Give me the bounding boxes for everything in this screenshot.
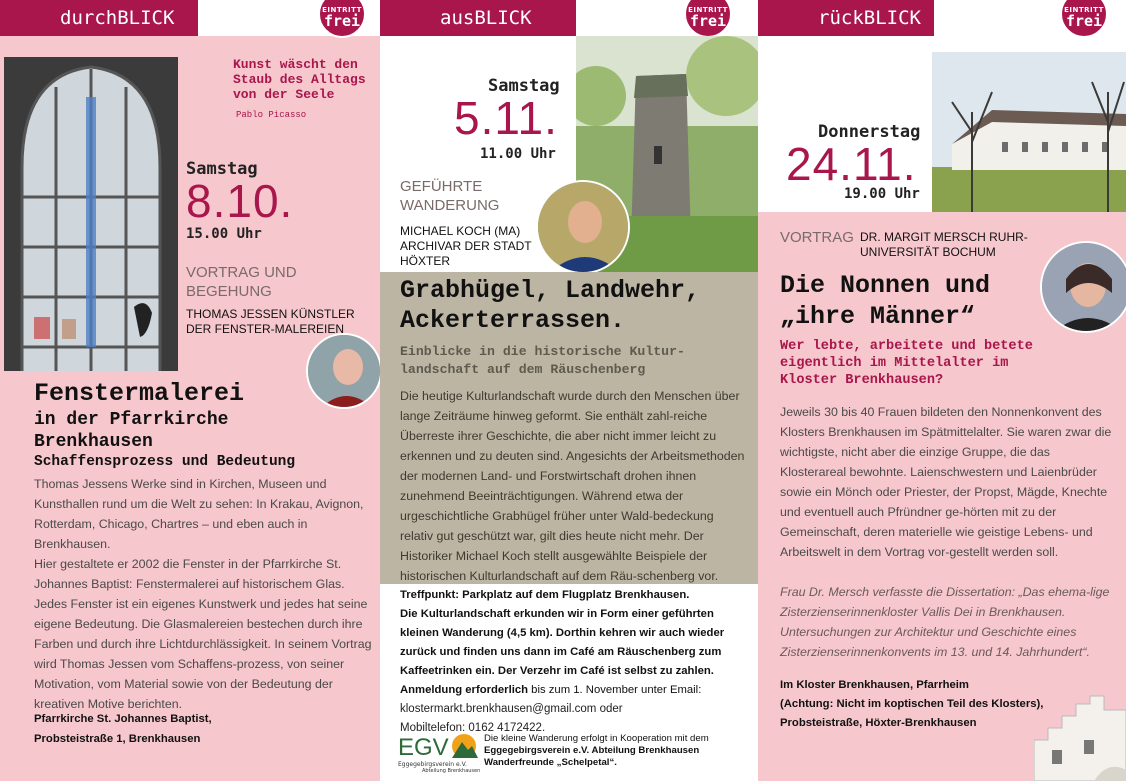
speaker-portrait [306,333,380,409]
event-intro: Thomas Jessens Werke sind in Kirchen, Museen und Kunsthallen rund um die Welt zu sehen: In Krakau, Avignon, Rotterdam, Chicago, Chartres – und eben auch in Brenkhausen. [34,477,364,551]
event-kind: VORTRAG UND BEGEHUNG [186,264,297,300]
event-time: 11.00 Uhr [480,146,556,162]
event-kind: VORTRAG [780,229,854,246]
entry-free-badge: EINTRITT frei [1060,0,1108,38]
event-subtitle: Einblicke in die historische Kultur-landschaft auf dem Räuschenberg [400,344,685,377]
venue-line-1: Pfarrkirche St. Johannes Baptist, [34,713,212,725]
quote: Kunst wäscht den Staub des Alltags von der Seele [233,57,366,102]
speaker-portrait [536,180,630,274]
registration: Anmeldung erforderlich bis zum 1. November unter Email: [400,684,702,696]
event-description: Die heutige Kulturlandschaft wurde durch den Menschen über lange Zeiträume hinweg geformt. Sie enthält zahl-reiche Überreste ihrer Geschichte, die aber nicht immer leicht zu erkennen und zu deuten sind. Angesichts der Arbeitsmethoden der modernen Land- und Forstwirtschaft drohen ihnen zunehmend Beeinträchtigungen. Während etwa der urgeschichtliche Grabhügel früher unter Wald-bedeckung relativ gut geschützt war, gilt dies heute nicht mehr. Der Historiker Michael Koch stellt ausgewählte Beispiele der historischen Kulturlandschaft auf dem Räu-schenberg vor. [400,389,745,583]
portrait-photo-icon [538,182,630,274]
monastery-photo [932,52,1126,212]
event-day: Donnerstag [818,122,921,142]
event-title: Fenstermalerei [34,379,245,408]
meeting-point: Treffpunkt: Parkplatz auf dem Flugplatz Brenkhausen. [400,589,690,601]
event-subtitle: Wer lebte, arbeitete und betete eigentlich im Mittelalter im Kloster Brenkhausen? [780,339,1033,388]
event-description: Jeweils 30 bis 40 Frauen bildeten den Nonnenkonvent des Klosters Brenkhausen im Spätmittelalter. Sie waren zwar die wichtigste, nicht aber die einzige Gruppe, die das Klosterareal bewohnte. Laienschwestern und Laienbrüder sowie ein Mönch oder Priester, der Propst, Mägde, Knechte und eventuell auch Pfründner ge-hörten mit zu der Gemeinschaft, deren materielle wie geistige Lebens- und Arbeitswelt in dem Vortrag vor-gestellt werden soll. [780,405,1112,559]
event-title: Grabhügel, Landwehr, Ackerterrassen. [400,276,701,335]
event-date: 8.10. [186,175,294,227]
entry-free-badge: EINTRITT frei [318,0,366,38]
venue-line-2: (Achtung: Nicht im koptischen Teil des Klosters), [780,698,1044,710]
contact-phone: Mobiltelefon: 0162 4172422. [400,722,546,734]
venue-line-2: Probsteistraße 1, Brenkhausen [34,733,201,745]
panel-ausblick [380,0,758,781]
event-time: 19.00 Uhr [844,186,920,202]
portrait-photo-icon [308,335,380,409]
event-date: 24.11. [786,138,917,190]
event-day: Samstag [186,159,258,179]
mountain-icon [450,734,478,758]
event-title: Die Nonnen und [780,271,991,300]
portrait-photo-icon [1042,243,1126,333]
church-building-image [1034,680,1126,781]
speaker: DR. MARGIT MERSCH RUHR-UNIVERSITÄT BOCHUM [860,230,1028,259]
panel-tab: rückBLICK [758,0,934,36]
speaker-portrait [1040,241,1126,333]
venue-line-3: Probsteistraße, Höxter-Brenkhausen [780,717,977,729]
panel-tab: durchBLICK [0,0,198,36]
event-date: 5.11. [454,92,558,144]
speaker: MICHAEL KOCH (MA) ARCHIVAR DER STADT HÖXTER [400,224,532,268]
speaker: THOMAS JESSEN KÜNSTLER DER FENSTER-MALEREIEN [186,307,355,336]
panel-tab: ausBLICK [380,0,576,36]
tour-info: Die Kulturlandschaft erkunden wir in Form einer geführten kleinen Wanderung (4,5 km). Dorthin kehren wir auch wieder zurück und finden uns dann im Café am Räuschenberg zum Kaffeetrinken ein. Der Verzehr im Café ist selbst zu zahlen. [400,608,725,677]
event-day: Samstag [488,76,560,96]
stained-glass-window-image [4,57,178,371]
event-time: 15.00 Uhr [186,226,262,242]
entry-free-badge: EINTRITT frei [684,0,732,38]
panel-rueckblick [758,0,1126,781]
dissertation-note: Frau Dr. Mersch verfasste die Dissertation: „Das ehema-lige Zisterzienserinnenkloster Vallis Dei in Brenkhausen. Untersuchungen zur Architektur und Geschichte eines Zisterzienserinnenkonvents im 13. und 14. Jahrhundert“. [780,585,1110,659]
event-kind: GEFÜHRTE WANDERUNG [400,178,500,214]
event-title-continued: „ihre Männer“ [780,302,976,331]
panel-durchblick [0,0,380,781]
venue-line-1: Im Kloster Brenkhausen, Pfarrheim [780,679,969,691]
event-title-continued: in der Pfarrkirche Brenkhausen [34,410,229,452]
contact-email[interactable]: klostermarkt.brenkhausen@gmail.com oder [400,703,623,715]
quote-author: Pablo Picasso [236,110,307,120]
event-description: Hier gestaltete er 2002 die Fenster in der Pfarrkirche St. Johannes Baptist: Fenstermalerei auf historischem Glas. Jedes Fenster ist ein eigenes Kunstwerk und jedes hat seine eigene Bedeutung. Die Glasmalereien bestechen durch ihre Farben und durch ihre Lichtdurchlässigkeit. In seinem Vortrag wird Thomas Jessen vom Schaffens-prozess, von seiner Motivation, vom Material sowie von der Bedeutung der kreativen Motive berichten. [34,557,372,711]
cooperation-note: Die kleine Wanderung erfolgt in Kooperation mit dem Eggegebirgsverein e.V. Abteilung Brenkhausen Wanderfreunde „Schelpetal“. [484,733,709,768]
egv-logo: EGV Eggegebirgsverein e.V. Abteilung Brenkhausen [398,734,481,774]
event-subtitle: Schaffensprozess und Bedeutung [34,454,296,470]
